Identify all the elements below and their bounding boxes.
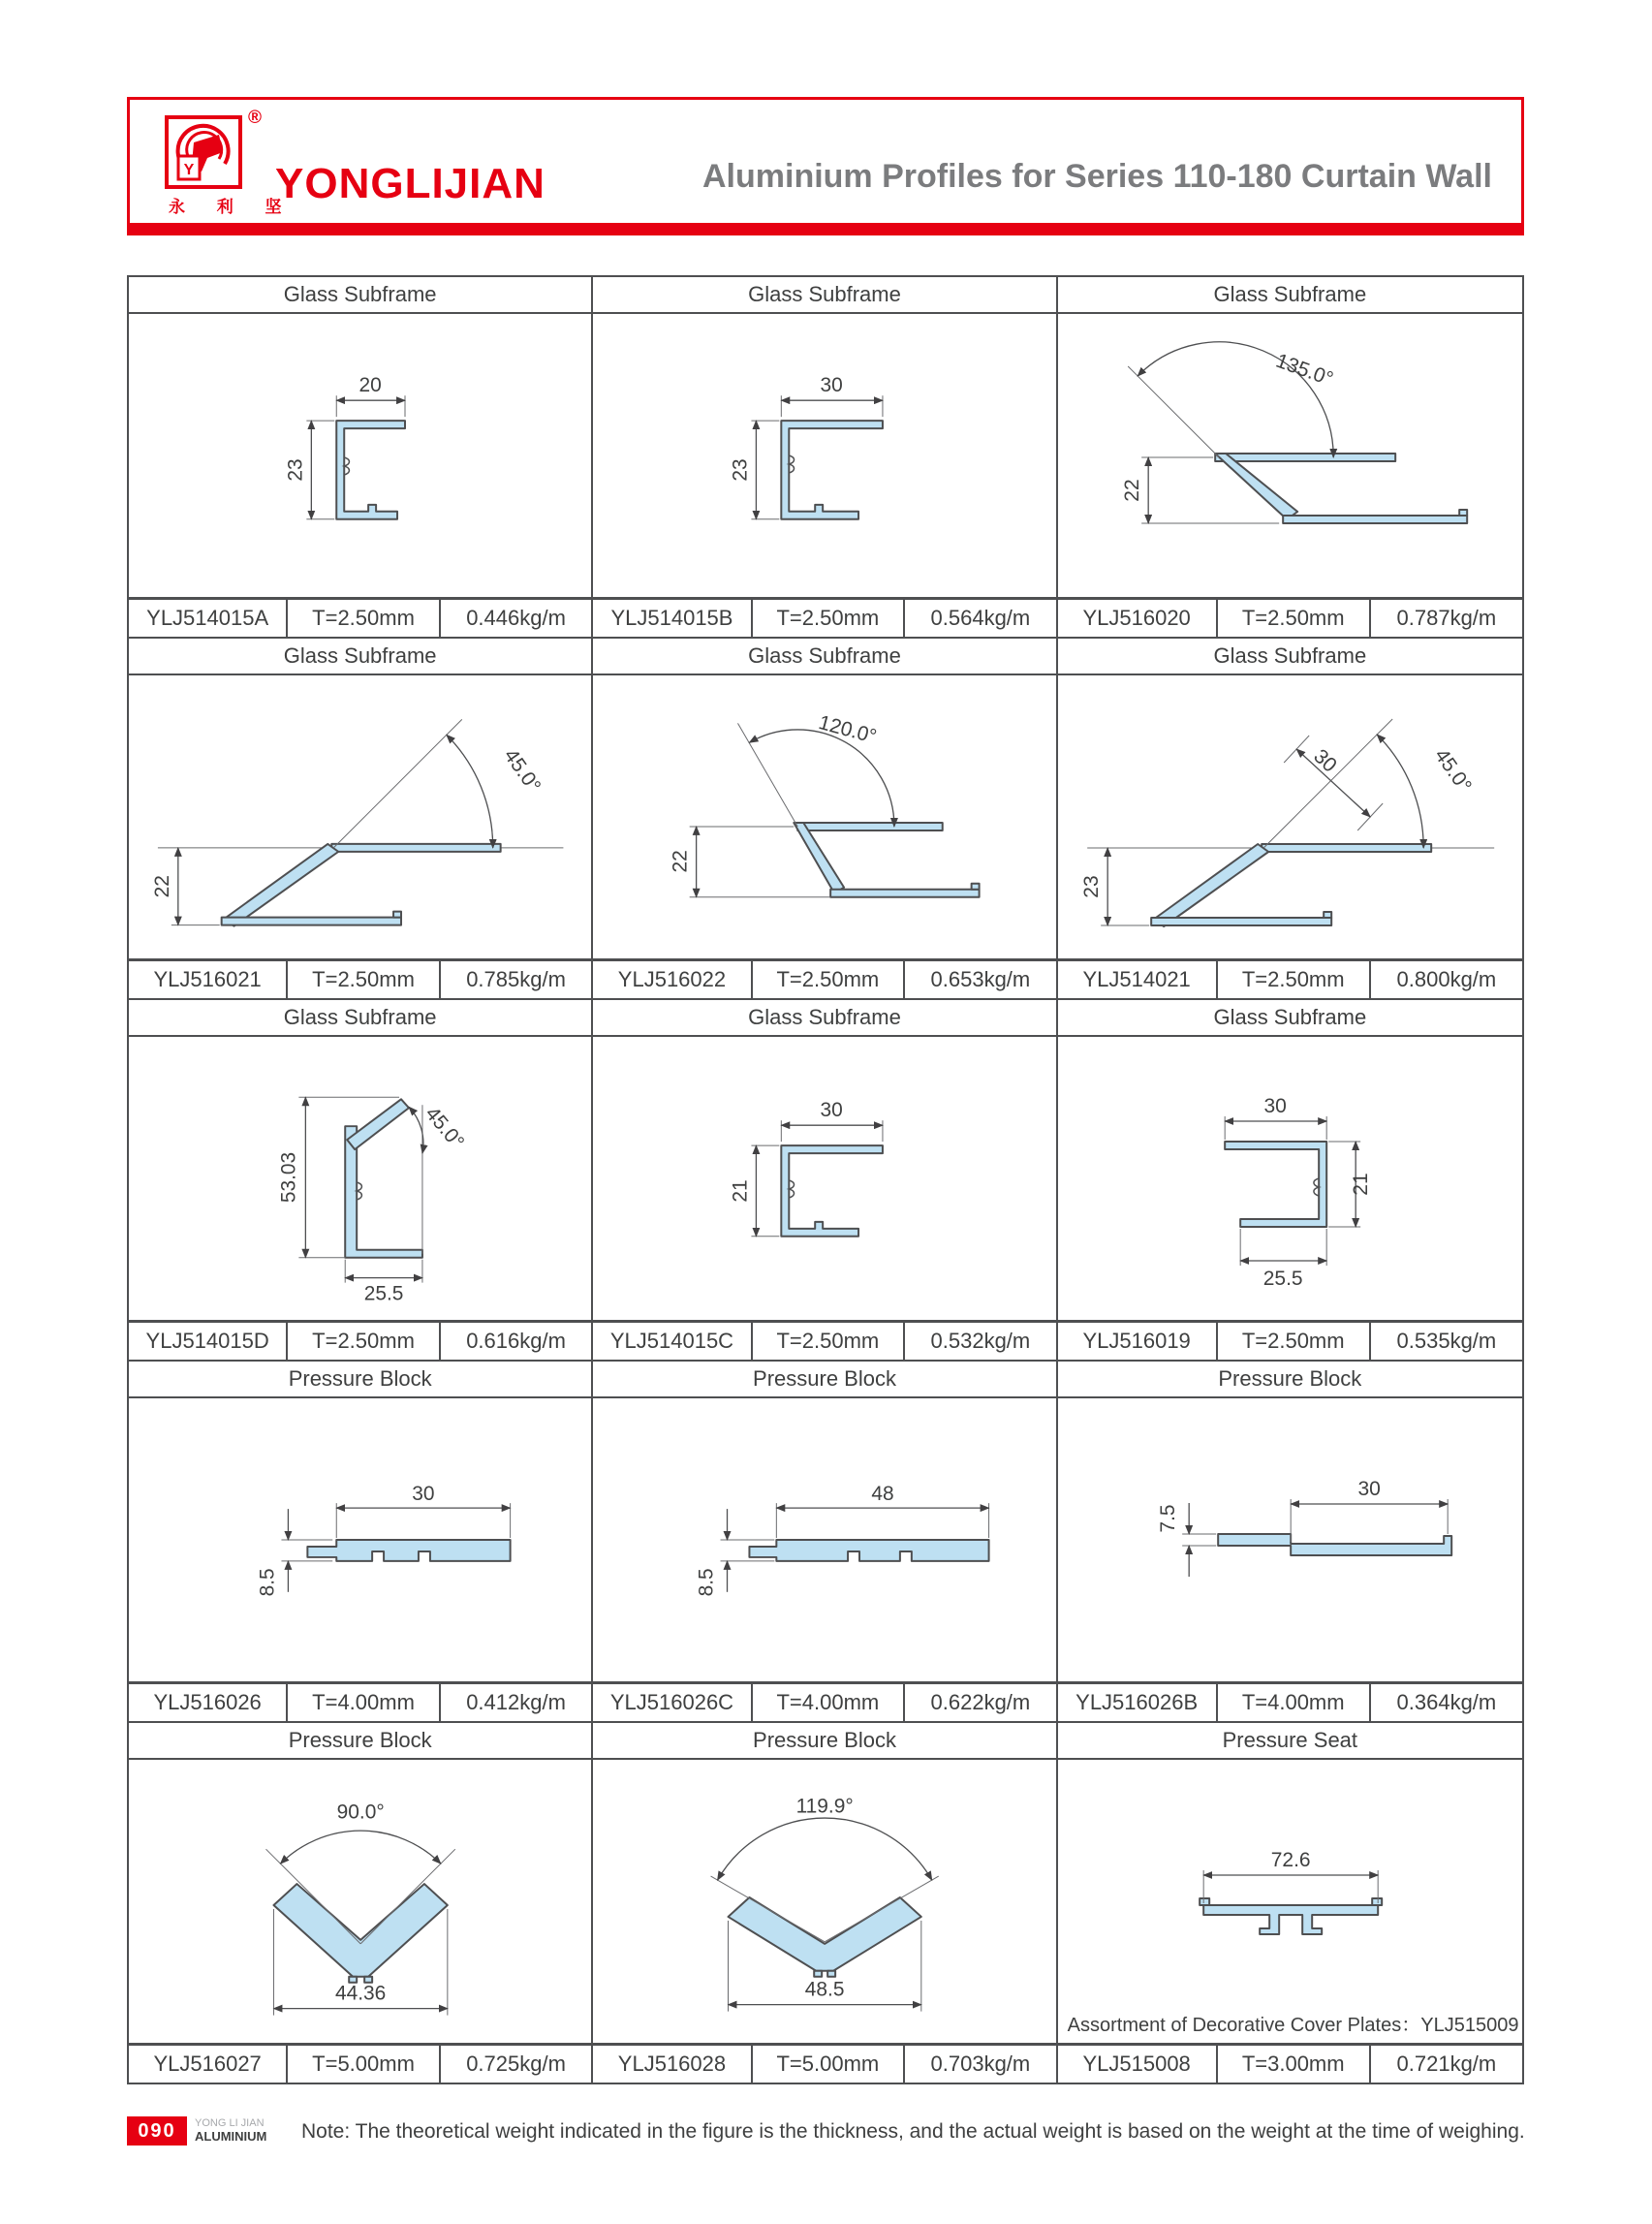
thickness-cell: T=2.50mm	[286, 1323, 439, 1360]
cell-title: Pressure Block	[593, 1723, 1055, 1760]
cell-title: Glass Subframe	[593, 277, 1055, 314]
dimension-lines	[306, 395, 405, 519]
profile-drawing-svg	[593, 314, 1055, 597]
weight-cell: 0.564kg/m	[903, 600, 1056, 637]
footer-brand-line2: ALUMINIUM	[195, 2128, 267, 2144]
spec-row	[1058, 597, 1522, 637]
profile-drawing	[1058, 1760, 1522, 2043]
dimension-label: 53.03	[277, 1151, 300, 1204]
spec-row	[129, 958, 591, 998]
dimension-lines	[752, 1120, 884, 1237]
profiles-table	[127, 275, 1524, 2084]
model-cell: YLJ516028	[617, 2052, 727, 2076]
model-cell: YLJ514021	[1082, 967, 1191, 991]
spec-row	[129, 597, 591, 637]
profile-shape	[307, 1540, 510, 1561]
profile-drawing	[593, 1760, 1055, 2043]
dimension-label: 45.0°	[499, 744, 545, 798]
cell-title: Pressure Block	[593, 1362, 1055, 1398]
profile-shape	[336, 421, 405, 519]
weight-cell: 0.616kg/m	[439, 1323, 592, 1360]
profile-drawing-svg	[129, 675, 591, 958]
profile-drawing-svg	[1058, 675, 1522, 958]
model-cell: YLJ516019	[1082, 1329, 1191, 1353]
profile-row	[129, 998, 1522, 1360]
thickness-cell: T=2.50mm	[286, 600, 439, 637]
profile-drawing	[1058, 314, 1522, 597]
profile-drawing	[129, 1037, 591, 1320]
model-cell: YLJ514015C	[609, 1329, 734, 1353]
dimension-lines	[752, 395, 884, 519]
profile-shape	[729, 1897, 921, 1971]
dimension-label: 30	[1308, 744, 1341, 777]
thickness-cell: T=2.50mm	[286, 961, 439, 998]
logo-glyph: Y	[183, 162, 195, 178]
dimension-lines	[690, 723, 894, 896]
brand-name-cn: 永 利 坚	[169, 198, 296, 216]
profile-drawing-svg	[129, 1037, 591, 1320]
profile-drawing-svg	[129, 314, 591, 597]
profile-cell	[593, 1362, 1057, 1721]
thickness-cell: T=3.00mm	[1216, 2046, 1369, 2083]
profile-drawing	[129, 1398, 591, 1681]
profile-drawing	[1058, 675, 1522, 958]
spec-row	[129, 1681, 591, 1721]
cell-title: Pressure Block	[129, 1362, 591, 1398]
cell-title: Pressure Block	[129, 1723, 591, 1760]
brand-logo-icon	[165, 115, 242, 189]
dimension-label: 120.0°	[816, 711, 880, 748]
weight-cell: 0.785kg/m	[439, 961, 592, 998]
dimension-label: 25.5	[363, 1282, 404, 1305]
dimension-label: 45.0°	[421, 1102, 469, 1154]
footer-brand	[195, 2117, 266, 2145]
page-number-badge: 090	[127, 2116, 187, 2146]
profile-shape	[1262, 844, 1431, 852]
dimension-label: 30	[1357, 1478, 1381, 1500]
profile-cell	[593, 277, 1057, 637]
profile-shape	[1215, 454, 1395, 461]
spec-row	[593, 1320, 1055, 1360]
dimension-label: 25.5	[1262, 1268, 1303, 1290]
model-cell: YLJ514015A	[146, 606, 269, 630]
thickness-cell: T=2.50mm	[751, 600, 904, 637]
profile-row	[129, 1360, 1522, 1721]
dimension-label: 45.0°	[1429, 744, 1476, 798]
profile-drawing	[129, 314, 591, 597]
dimension-label: 90.0°	[336, 1801, 385, 1824]
spec-row	[1058, 1681, 1522, 1721]
dimension-label: 30	[820, 1099, 844, 1122]
cell-title: Pressure Block	[1058, 1362, 1522, 1398]
dimension-label: 23	[1079, 875, 1103, 898]
profile-cell	[129, 639, 593, 998]
dimension-label: 22	[669, 850, 692, 873]
profile-cell	[1058, 1723, 1522, 2083]
dimension-label: 8.5	[256, 1568, 279, 1597]
dimension-label: 30	[412, 1483, 435, 1506]
model-cell: YLJ516020	[1082, 606, 1191, 630]
weight-cell: 0.653kg/m	[903, 961, 1056, 998]
cell-title: Glass Subframe	[593, 639, 1055, 675]
model-cell: YLJ516026	[153, 1690, 262, 1714]
profile-shape	[273, 1884, 447, 1977]
weight-cell: 0.725kg/m	[439, 2046, 592, 2083]
weight-cell: 0.535kg/m	[1369, 1323, 1522, 1360]
dimension-label: 30	[820, 374, 844, 397]
profile-shape	[1203, 1905, 1378, 1934]
profile-drawing	[1058, 1037, 1522, 1320]
profile-drawing	[593, 1398, 1055, 1681]
footer-note: Note: The theoretical weight indicated in the figure is the thickness, and the actual weight is based on the weight at the time of weighing.	[301, 2120, 1525, 2143]
profile-drawing	[593, 1037, 1055, 1320]
cell-title: Glass Subframe	[593, 1000, 1055, 1037]
spec-row	[593, 1681, 1055, 1721]
dimension-label: 21	[729, 1179, 752, 1203]
dimension-label: 22	[1120, 479, 1143, 502]
dimension-label: 20	[358, 374, 382, 397]
profile-drawing-svg	[593, 1037, 1055, 1320]
spec-row	[593, 958, 1055, 998]
model-cell: YLJ515008	[1082, 2052, 1191, 2076]
cell-title: Glass Subframe	[1058, 1000, 1522, 1037]
dimension-label: 21	[1349, 1173, 1372, 1196]
dimension-label: 22	[150, 875, 173, 898]
profile-drawing	[129, 675, 591, 958]
dimension-lines	[1225, 1116, 1360, 1266]
dimension-label: 8.5	[695, 1568, 718, 1597]
spec-row	[1058, 958, 1522, 998]
weight-cell: 0.412kg/m	[439, 1684, 592, 1721]
dimension-label: 135.0°	[1272, 349, 1336, 392]
cell-title: Glass Subframe	[129, 277, 591, 314]
profile-drawing	[593, 675, 1055, 958]
dimension-label: 72.6	[1270, 1849, 1311, 1871]
cover-plate-note: Assortment of Decorative Cover Plates：YLJ515009	[1067, 2015, 1519, 2036]
spec-row	[129, 1320, 591, 1360]
spec-row	[1058, 2043, 1522, 2083]
profile-row	[129, 1721, 1522, 2083]
model-cell: YLJ516021	[153, 967, 262, 991]
dimension-lines	[171, 719, 493, 924]
page-title: Aluminium Profiles for Series 110-180 Curtain Wall	[702, 158, 1492, 195]
profile-drawing-svg	[593, 1398, 1055, 1681]
profile-cell	[1058, 639, 1522, 998]
profile-shape	[798, 823, 943, 830]
dimension-label: 23	[729, 458, 752, 482]
dimension-label: 48	[871, 1483, 894, 1506]
model-cell: YLJ516026C	[609, 1690, 734, 1714]
profile-cell	[129, 277, 593, 637]
profile-drawing	[129, 1760, 591, 2043]
thickness-cell: T=4.00mm	[751, 1684, 904, 1721]
profile-drawing	[593, 314, 1055, 597]
profile-drawing-svg	[1058, 1398, 1522, 1681]
profile-drawing-svg	[593, 1760, 1055, 2043]
dimension-label: 44.36	[334, 1982, 387, 2005]
weight-cell: 0.703kg/m	[903, 2046, 1056, 2083]
cell-title: Glass Subframe	[129, 1000, 591, 1037]
cell-title: Pressure Seat	[1058, 1723, 1522, 1760]
footer	[127, 2116, 1524, 2159]
weight-cell: 0.800kg/m	[1369, 961, 1522, 998]
registered-mark: ®	[248, 108, 262, 128]
profile-cell	[593, 639, 1057, 998]
thickness-cell: T=2.50mm	[1216, 961, 1369, 998]
weight-cell: 0.622kg/m	[903, 1684, 1056, 1721]
weight-cell: 0.787kg/m	[1369, 600, 1522, 637]
model-cell: YLJ516026B	[1075, 1690, 1199, 1714]
profile-row	[129, 277, 1522, 637]
profile-row	[129, 637, 1522, 998]
dimension-label: 48.5	[805, 1978, 845, 2001]
profile-shape	[1225, 1142, 1326, 1227]
profile-drawing-svg	[1058, 314, 1522, 597]
thickness-cell: T=4.00mm	[286, 1684, 439, 1721]
profile-shape	[1218, 1534, 1451, 1555]
thickness-cell: T=2.50mm	[751, 1323, 904, 1360]
profile-shape	[782, 1145, 884, 1237]
brand-name: YONGLIJIAN	[275, 160, 545, 207]
profile-drawing-svg	[1058, 1037, 1522, 1320]
spec-row	[1058, 1320, 1522, 1360]
profile-cell	[129, 1000, 593, 1360]
spec-row	[593, 597, 1055, 637]
dimension-label: 23	[284, 458, 307, 482]
cell-title: Glass Subframe	[129, 639, 591, 675]
dimension-lines	[1203, 1870, 1378, 1903]
profile-drawing-svg	[593, 675, 1055, 958]
brand-header	[127, 97, 1524, 235]
model-cell: YLJ514015B	[610, 606, 733, 630]
weight-cell: 0.721kg/m	[1369, 2046, 1522, 2083]
profile-cell	[1058, 1362, 1522, 1721]
dimension-lines	[1101, 719, 1423, 925]
spec-row	[129, 2043, 591, 2083]
dimension-label: 7.5	[1156, 1504, 1179, 1533]
profile-shape	[331, 844, 500, 852]
profile-drawing	[1058, 1398, 1522, 1681]
dimension-label: 30	[1263, 1095, 1287, 1117]
weight-cell: 0.446kg/m	[439, 600, 592, 637]
profile-drawing-svg	[129, 1398, 591, 1681]
cell-title: Glass Subframe	[1058, 277, 1522, 314]
profile-drawing-svg	[129, 1760, 591, 2043]
footer-brand-line1: YONG LI JIAN	[195, 2117, 265, 2129]
profile-cell	[1058, 1000, 1522, 1360]
model-cell: YLJ516027	[153, 2052, 262, 2076]
profile-cell	[593, 1723, 1057, 2083]
model-cell: YLJ516022	[617, 967, 727, 991]
profile-cell	[1058, 277, 1522, 637]
model-cell: YLJ514015D	[145, 1329, 269, 1353]
thickness-cell: T=4.00mm	[1216, 1684, 1369, 1721]
cell-title: Glass Subframe	[1058, 639, 1522, 675]
weight-cell: 0.532kg/m	[903, 1323, 1056, 1360]
thickness-cell: T=2.50mm	[1216, 600, 1369, 637]
profile-shape	[750, 1540, 989, 1561]
profile-drawing-svg	[1058, 1760, 1522, 2043]
weight-cell: 0.364kg/m	[1369, 1684, 1522, 1721]
thickness-cell: T=5.00mm	[286, 2046, 439, 2083]
profile-shape	[782, 421, 884, 519]
profile-cell	[129, 1362, 593, 1721]
profile-cell	[129, 1723, 593, 2083]
thickness-cell: T=2.50mm	[751, 961, 904, 998]
thickness-cell: T=2.50mm	[1216, 1323, 1369, 1360]
dimension-label: 119.9°	[795, 1795, 855, 1818]
header-red-bar	[130, 223, 1521, 233]
thickness-cell: T=5.00mm	[751, 2046, 904, 2083]
spec-row	[593, 2043, 1055, 2083]
profile-cell	[593, 1000, 1057, 1360]
